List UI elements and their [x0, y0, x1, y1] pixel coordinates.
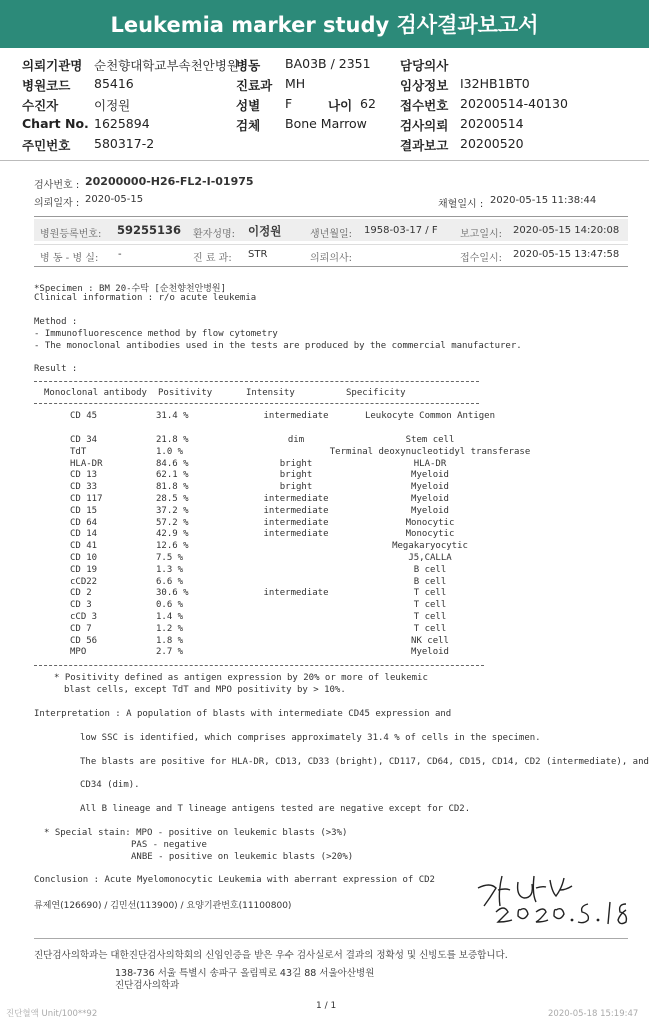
patient-label: 수진자 [22, 98, 59, 113]
table-row [70, 577, 540, 589]
result-title: Result : [34, 364, 78, 374]
dept-value: MH [285, 76, 306, 91]
age-label: 나이 [328, 98, 353, 113]
specificity-cell: Myeloid [411, 470, 449, 481]
table-row [70, 565, 540, 577]
test-no-label: 검사번호 : [34, 180, 80, 191]
patient-value: 이정원 [94, 98, 131, 113]
positivity-cell: 0.6 % [156, 600, 184, 611]
interpretation-5: All B lineage and T lineage antigens tested are negative except for CD2. [80, 804, 471, 814]
collect-label: 채혈일시 : [438, 199, 484, 210]
id-label: 주민번호 [22, 138, 71, 153]
interpretation-3: The blasts are positive for HLA-DR, CD13, CD33 (bright), CD117, CD64, CD15, CD14, CD2 (intermediate), and [80, 757, 649, 767]
signers: 류제연(126690) / 김민선(113900) / 요양기관번호(11100800) [34, 901, 292, 911]
specificity-cell: Myeloid [411, 482, 449, 493]
specificity-cell: Myeloid [411, 647, 449, 658]
clinical-value: I32HB1BT0 [460, 76, 530, 91]
specificity-cell: Myeloid [411, 505, 449, 516]
antibody-cell: CD 117 [70, 494, 103, 504]
specificity-cell: Monocytic [405, 517, 455, 528]
specificity-cell: B cell [413, 564, 447, 575]
positivity-cell: 81.8 % [156, 482, 189, 493]
request-date: 2020-05-15 [85, 194, 144, 205]
page-number: 1 / 1 [316, 1001, 337, 1011]
method-line-1: - Immunofluorescence method by flow cytometry [34, 329, 278, 339]
table-row [70, 447, 540, 459]
reg-label: 병원등록번호: [40, 229, 102, 240]
antibody-cell: CD 41 [70, 541, 98, 552]
lab-department: 진단검사의학과 [115, 980, 180, 991]
antibody-cell: TdT [70, 446, 87, 457]
intensity-cell: intermediate [263, 588, 329, 599]
reception-label: 접수번호 [400, 98, 449, 113]
antibody-cell: CD 15 [70, 505, 98, 516]
conclusion: Conclusion : Acute Myelomonocytic Leukemia with aberrant expression of CD2 [34, 875, 435, 885]
doc-dept: STR [248, 249, 268, 260]
report-time-label: 보고일시: [460, 229, 503, 240]
table-row [70, 553, 540, 565]
specificity-cell: HLA-DR [413, 458, 447, 469]
antibody-cell: CD 13 [70, 470, 98, 481]
positivity-cell: 21.8 % [156, 435, 189, 445]
antibody-cell: MPO [70, 647, 87, 658]
request-date-label: 의뢰일자 : [34, 198, 80, 209]
handwritten-signature [470, 868, 640, 928]
specificity-cell: Megakaryocytic [392, 541, 468, 552]
antibody-cell: HLA-DR [70, 458, 103, 469]
name-label: 환자성명: [193, 229, 236, 240]
antibody-cell: cCD 3 [70, 612, 98, 622]
clinical-line: Clinical information : r/o acute leukemia [34, 293, 257, 303]
specificity-cell: T cell [413, 600, 447, 611]
antibody-cell: CD 7 [70, 623, 92, 634]
institution-value: 순천향대학교부속천안병원 [94, 58, 239, 73]
receive-time: 2020-05-15 13:47:58 [513, 249, 620, 260]
report-value: 20200520 [460, 136, 524, 151]
positivity-cell: 1.8 % [156, 635, 184, 646]
table-header-rule [34, 403, 479, 404]
positivity-cell: 57.2 % [156, 517, 189, 528]
antibody-cell: cCD22 [70, 576, 98, 587]
table-row [70, 600, 540, 612]
doctor-label: 의뢰의사: [310, 253, 353, 264]
special-stain-1: * Special stain: MPO - positive on leukemic blasts (>3%) [44, 828, 348, 838]
chart-no-label: Chart No. [22, 116, 89, 131]
footnote-2: blast cells, except TdT and MPO positivity by > 10%. [64, 685, 346, 695]
specificity-cell: J5,CALLA [408, 553, 452, 563]
id-value: 580317-2 [94, 136, 155, 151]
table-row [70, 636, 540, 648]
intensity-cell: bright [279, 470, 313, 481]
antibody-cell: CD 33 [70, 482, 98, 493]
table-row [70, 470, 540, 482]
positivity-cell: 30.6 % [156, 588, 189, 599]
positivity-cell: 1.3 % [156, 564, 184, 575]
specificity-cell: T cell [413, 612, 447, 622]
positivity-cell: 1.2 % [156, 623, 184, 634]
special-stain-2: PAS - negative [131, 840, 207, 850]
antibody-cell: CD 3 [70, 600, 92, 611]
info-mid-rule [34, 244, 628, 245]
sex-label: 성별 [236, 98, 261, 113]
specificity-cell: B cell [413, 576, 447, 587]
intensity-cell: bright [279, 458, 313, 469]
dob: 1958-03-17 / F [364, 225, 438, 236]
footer-unit: 진단혈액 Unit/100**92 [6, 1009, 98, 1019]
table-row [70, 647, 540, 659]
antibody-cell: CD 2 [70, 588, 92, 599]
positivity-cell: 12.6 % [156, 541, 189, 552]
interpretation-4: CD34 (dim). [80, 780, 140, 790]
specificity-cell: Myeloid [411, 494, 449, 504]
table-row [70, 482, 540, 494]
specificity-cell: Stem cell [405, 435, 455, 445]
positivity-cell: 42.9 % [156, 529, 189, 540]
col-positivity: Positivity [158, 388, 213, 398]
antibody-cell: CD 14 [70, 529, 98, 540]
col-antibody: Monoclonal antibody [44, 388, 147, 398]
positivity-cell: 62.1 % [156, 470, 189, 481]
table-row [70, 612, 540, 624]
intensity-cell: bright [279, 482, 313, 493]
request-label: 검사의뢰 [400, 118, 449, 133]
ward-value: BA03B / 2351 [285, 56, 371, 71]
table-row [70, 506, 540, 518]
report-label: 결과보고 [400, 138, 449, 153]
specificity-cell: T cell [413, 588, 447, 599]
dept-label: 진료과 [236, 78, 273, 93]
report-title: Leukemia marker study 검사결과보고서 [110, 13, 539, 37]
intensity-cell: intermediate [263, 411, 329, 421]
info-top-rule [34, 216, 628, 217]
antibody-cell: CD 45 [70, 411, 98, 421]
antibody-cell: CD 34 [70, 435, 98, 445]
positivity-cell: 7.5 % [156, 553, 184, 563]
sex-value: F [285, 96, 293, 111]
table-row [70, 624, 540, 636]
positivity-cell: 84.6 % [156, 458, 189, 469]
positivity-cell: 1.4 % [156, 612, 184, 622]
interpretation-1: Interpretation : A population of blasts with intermediate CD45 expression and [34, 709, 452, 719]
table-row [70, 459, 540, 471]
intensity-cell: intermediate [263, 517, 329, 528]
table-row [70, 518, 540, 530]
table-row [70, 494, 540, 506]
physician-label: 담당의사 [400, 58, 449, 73]
institution-label: 의뢰기관명 [22, 58, 83, 73]
info-bottom-rule [34, 266, 628, 267]
positivity-cell: 2.7 % [156, 647, 184, 658]
specificity-cell: T cell [413, 623, 447, 634]
intensity-cell: intermediate [263, 494, 329, 504]
table-row [70, 588, 540, 600]
specificity-cell: NK cell [411, 635, 449, 646]
table-top-rule [34, 381, 479, 382]
ward-label: 병동 [236, 58, 261, 73]
ward-room-label: 병 동 - 병 실: [40, 253, 99, 264]
report-banner [0, 0, 649, 48]
table-bottom-rule [34, 665, 484, 666]
request-value: 20200514 [460, 116, 524, 131]
chart-no-value: 1625894 [94, 116, 150, 131]
receive-label: 접수일시: [460, 253, 503, 264]
intensity-cell: dim [287, 435, 305, 445]
reg-no: 59255136 [117, 223, 182, 237]
hospital-code-value: 85416 [94, 76, 134, 91]
table-row [70, 411, 540, 423]
hospital-code-label: 병원코드 [22, 78, 71, 93]
antibody-cell: CD 64 [70, 517, 98, 528]
positivity-cell: 6.6 % [156, 576, 184, 587]
doc-dept-label: 진 료 과: [193, 253, 232, 264]
specificity-cell: Terminal deoxynucleotidyl transferase [329, 446, 531, 457]
specimen-label: 검체 [236, 118, 261, 133]
positivity-cell: 31.4 % [156, 411, 189, 421]
footnote-1: * Positivity defined as antigen expression by 20% or more of leukemic [54, 673, 428, 683]
dob-label: 생년월일: [310, 229, 353, 240]
col-specificity: Specificity [346, 388, 406, 398]
antibody-cell: CD 56 [70, 635, 98, 646]
test-no: 20200000-H26-FL2-I-01975 [85, 175, 254, 188]
address: 138-736 서울 특별시 송파구 올림픽로 43길 88 서울아산병원 [115, 968, 375, 979]
method-line-2: - The monoclonal antibodies used in the tests are produced by the commercial manufacturer. [34, 341, 522, 351]
special-stain-3: ANBE - positive on leukemic blasts (>20%) [131, 852, 354, 862]
reception-value: 20200514-40130 [460, 96, 568, 111]
table-row [70, 541, 540, 553]
certification-text: 진단검사의학과는 대한진단검사의학회의 신임인증을 받은 우수 검사실로서 결과의 정확성 및 신빙도를 보증합니다. [34, 950, 508, 961]
table-row [70, 435, 540, 447]
footer-rule [34, 938, 628, 939]
positivity-cell: 1.0 % [156, 446, 184, 457]
positivity-cell: 37.2 % [156, 505, 189, 516]
intensity-cell: intermediate [263, 529, 329, 540]
interpretation-2: low SSC is identified, which comprises approximately 31.4 % of cells in the specimen. [80, 733, 541, 743]
specimen-value: Bone Marrow [285, 116, 367, 131]
intensity-cell: intermediate [263, 505, 329, 516]
clinical-label: 임상정보 [400, 78, 449, 93]
footer-timestamp: 2020-05-18 15:19:47 [548, 1009, 639, 1019]
table-row [70, 529, 540, 541]
collect-time: 2020-05-15 11:38:44 [490, 195, 597, 206]
patient-name: 이정원 [248, 224, 282, 238]
specimen-line: *Specimen : BM 20-수탁 [순천향천안병원] [34, 284, 227, 294]
positivity-cell: 28.5 % [156, 494, 189, 504]
header-divider [0, 160, 649, 161]
report-time: 2020-05-15 14:20:08 [513, 225, 620, 236]
col-intensity: Intensity [246, 388, 295, 398]
age-value: 62 [360, 96, 376, 111]
specificity-cell: Monocytic [405, 529, 455, 540]
specificity-cell: Leukocyte Common Antigen [364, 411, 496, 421]
antibody-cell: CD 19 [70, 564, 98, 575]
method-title: Method : [34, 317, 78, 327]
antibody-cell: CD 10 [70, 553, 98, 563]
ward-room: - [118, 249, 122, 260]
